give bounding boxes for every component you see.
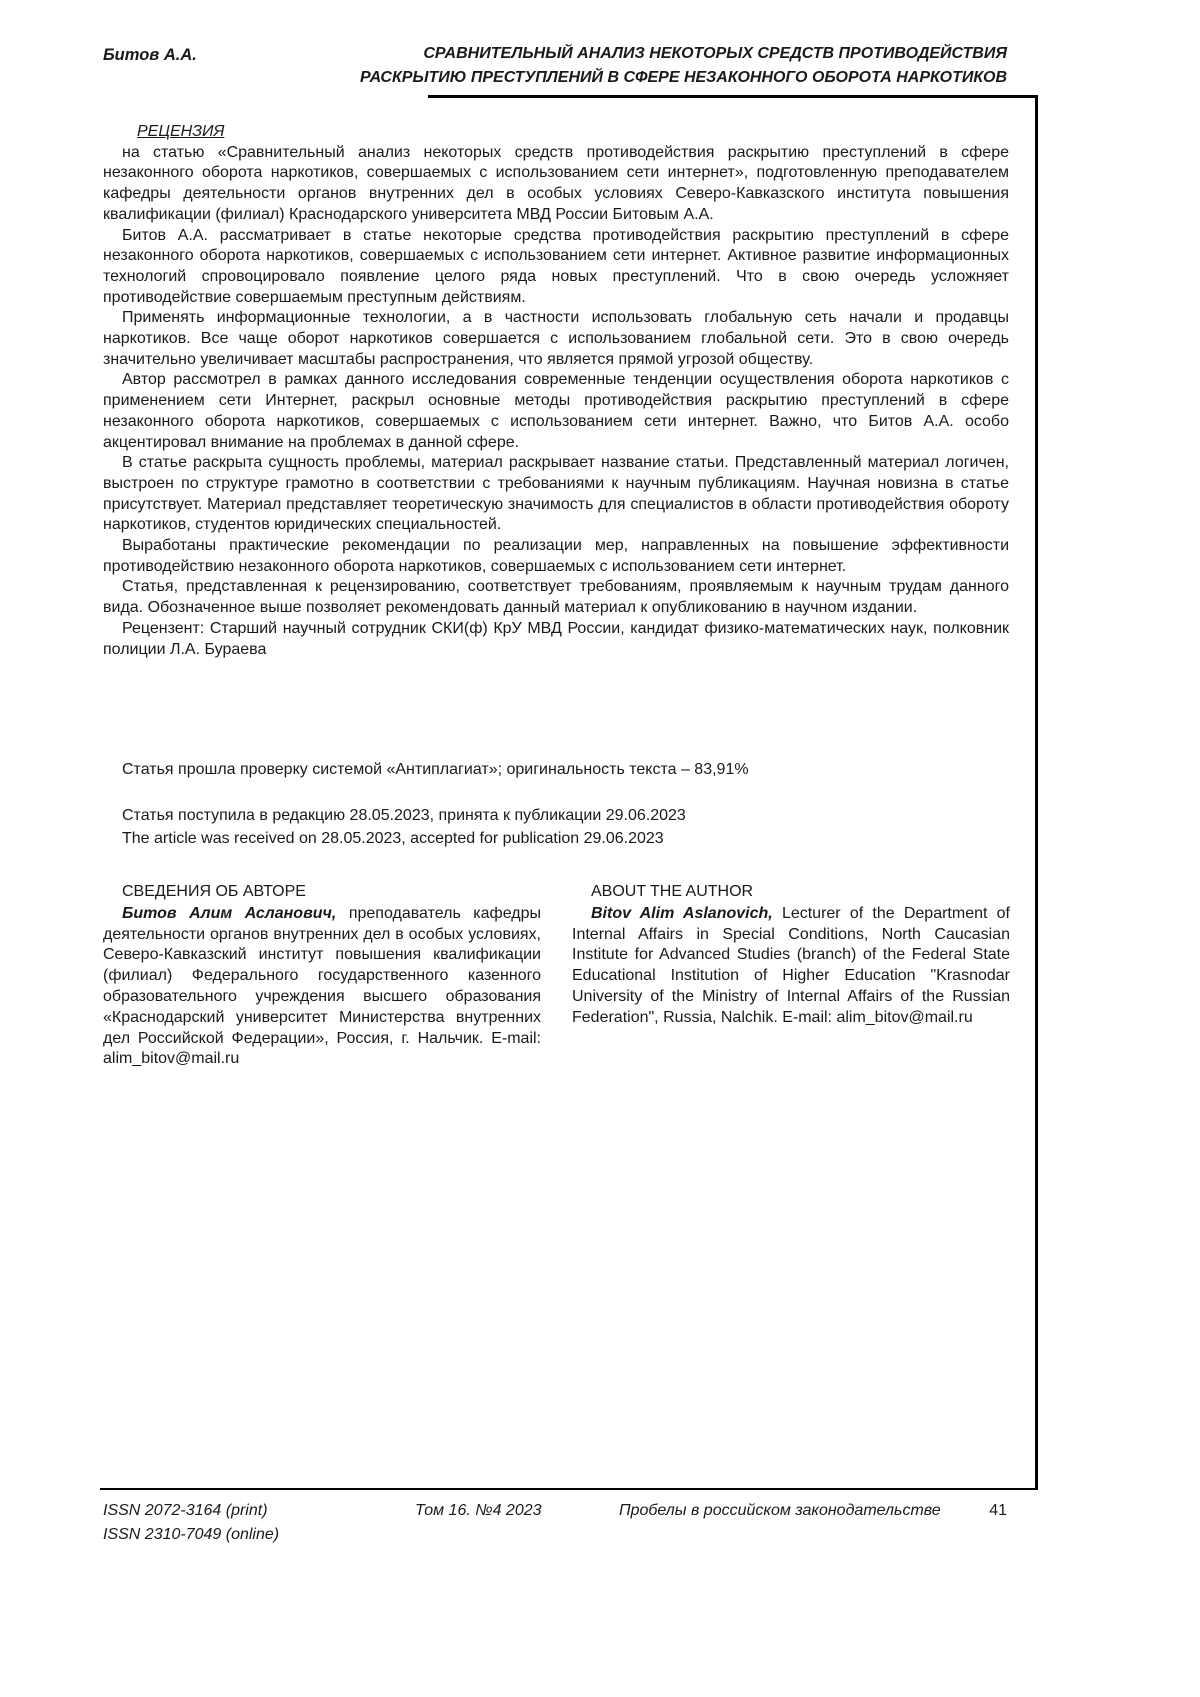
running-head-title-line1: СРАВНИТЕЛЬНЫЙ АНАЛИЗ НЕКОТОРЫХ СРЕДСТВ ПРОТИВОДЕЙСТВИЯ — [423, 45, 1007, 62]
author-info-text-en — [572, 904, 1010, 1029]
antiplagiat-note: Статья прошла проверку системой «Антиплагиат»; оригинальность текста – 83,91% — [122, 761, 749, 778]
review-heading — [137, 122, 1009, 143]
footer-rule — [100, 1488, 1038, 1490]
author-info-section — [103, 882, 1010, 1070]
received-date-ru: Статья поступила в редакцию 28.05.2023, принята к публикации 29.06.2023 — [122, 807, 686, 824]
running-head-author: Битов А.А. — [103, 46, 197, 64]
review-paragraph: Битов А.А. рассматривает в статье некоторые средства противодействия раскрытию преступлений в сфере незаконного оборота наркотиков, совершаемых с использованием сети интернет. Активное развитие информационных технологий спровоцировало появление целого ряда новых преступлений. Что в свою очередь усложняет противодействие совершаемым преступным действиям. — [103, 226, 1009, 306]
author-info-heading-en: ABOUT THE AUTHOR — [591, 883, 754, 900]
review-paragraph: Выработаны практические рекомендации по реализации мер, направленных на повышение эффективности противодействию незаконного оборота наркотиков, совершаемых с использованием сети интернет. — [103, 537, 1009, 575]
author-name-en: Bitov Alim Aslanovich, — [591, 904, 773, 922]
running-head-title-line2: РАСКРЫТИЮ ПРЕСТУПЛЕНИЙ В СФЕРЕ НЕЗАКОННОГО ОБОРОТА НАРКОТИКОВ — [359, 69, 1007, 86]
review-paragraph: Рецензент: Старший научный сотрудник СКИ(ф) КрУ МВД России, кандидат физико-математических наук, полковник полиции Л.А. Бураева — [103, 619, 1009, 658]
review-paragraph: В статье раскрыта сущность проблемы, материал раскрывает название статьи. Представленный материал логичен, выстроен по структуре грамотно в соответствии с требованиями к научным публикациям. Научная новизна в статье присутствует. Материал представляет теоретическую значимость для специалистов в области противодействия обороту наркотиков, студентов юридических специальностей. — [103, 454, 1009, 534]
author-info-ru — [103, 882, 541, 1070]
review-paragraph: Статья, представленная к рецензированию, соответствует требованиям, проявляемым к научным трудам данного вида. Обозначенное выше позволяет рекомендовать данный материал к опубликованию в научном издании. — [103, 578, 1009, 617]
article-dates — [122, 804, 686, 850]
author-info-en — [572, 882, 1010, 1070]
author-details-en: Lecturer of the Department of Internal Affairs in Special Conditions, North Caucasian Institute for Advanced Studies (branch) of the Federal State Educational Institution of Higher Education "Krasnodar University of the Ministry of Internal Affairs of the Russian Federation", Russia, Nalchik. E-mail: alim_bitov@mail.ru — [572, 904, 1010, 1026]
author-info-heading-ru: СВЕДЕНИЯ ОБ АВТОРЕ — [122, 883, 306, 900]
author-details-ru: преподаватель кафедры деятельности органов внутренних дел в особых условиях, Северо-Кавказский институт повышения квалификации (филиал) Федерального государственного казенного образовательного учреждения высшего образования «Краснодарский университет Министерства внутренних дел Российской Федерации», Россия, г. Нальчик. E-mail: alim_bitov@mail.ru — [103, 904, 541, 1068]
review-paragraph: Применять информационные технологии, а в частности использовать глобальную сеть начали и продавцы наркотиков. Все чаще оборот наркотиков совершается с использованием глобальной сети. Это в свою очередь значительно увеличивает масштабы распространения, что является прямой угрозой обществу. — [103, 309, 1009, 368]
review-paragraph: на статью «Сравнительный анализ некоторых средств противодействия раскрытию преступлений в сфере незаконного оборота наркотиков, совершаемых с использованием сети интернет», подготовленную преподавателем кафедры деятельности органов внутренних дел в особых условиях Северо-Кавказского института повышения квалификации (филиал) Краснодарского университета МВД России Битовым А.А. — [103, 143, 1009, 223]
header-rule — [428, 95, 1038, 98]
volume-info: Том 16. №4 2023 — [415, 1502, 542, 1519]
review-paragraph: Автор рассмотрел в рамках данного исследования современные тенденции осуществления оборота наркотиков с применением сети Интернет, раскрыл основные методы противодействия раскрытию преступлений в сфере незаконного оборота наркотиков, совершаемых с использованием сети интернет. Важно, что Битов А.А. особо акцентировал внимание на проблемах в данной сфере. — [103, 371, 1009, 451]
received-date-en: The article was received on 28.05.2023, accepted for publication 29.06.2023 — [122, 830, 664, 847]
right-border-rule — [1035, 95, 1038, 1490]
issn-online: ISSN 2310-7049 (online) — [103, 1526, 280, 1543]
author-info-text-ru — [103, 904, 541, 1070]
review-body — [103, 122, 1009, 660]
review-heading-text: РЕЦЕНЗИЯ — [137, 123, 225, 140]
page-footer — [103, 1499, 1007, 1547]
journal-title: Пробелы в российском законодательстве — [619, 1502, 941, 1519]
author-name-ru: Битов Алим Асланович, — [122, 904, 337, 922]
page-number: 41 — [989, 1502, 1007, 1519]
issn-print: ISSN 2072-3164 (print) — [103, 1502, 268, 1519]
running-head-title — [300, 42, 1007, 90]
